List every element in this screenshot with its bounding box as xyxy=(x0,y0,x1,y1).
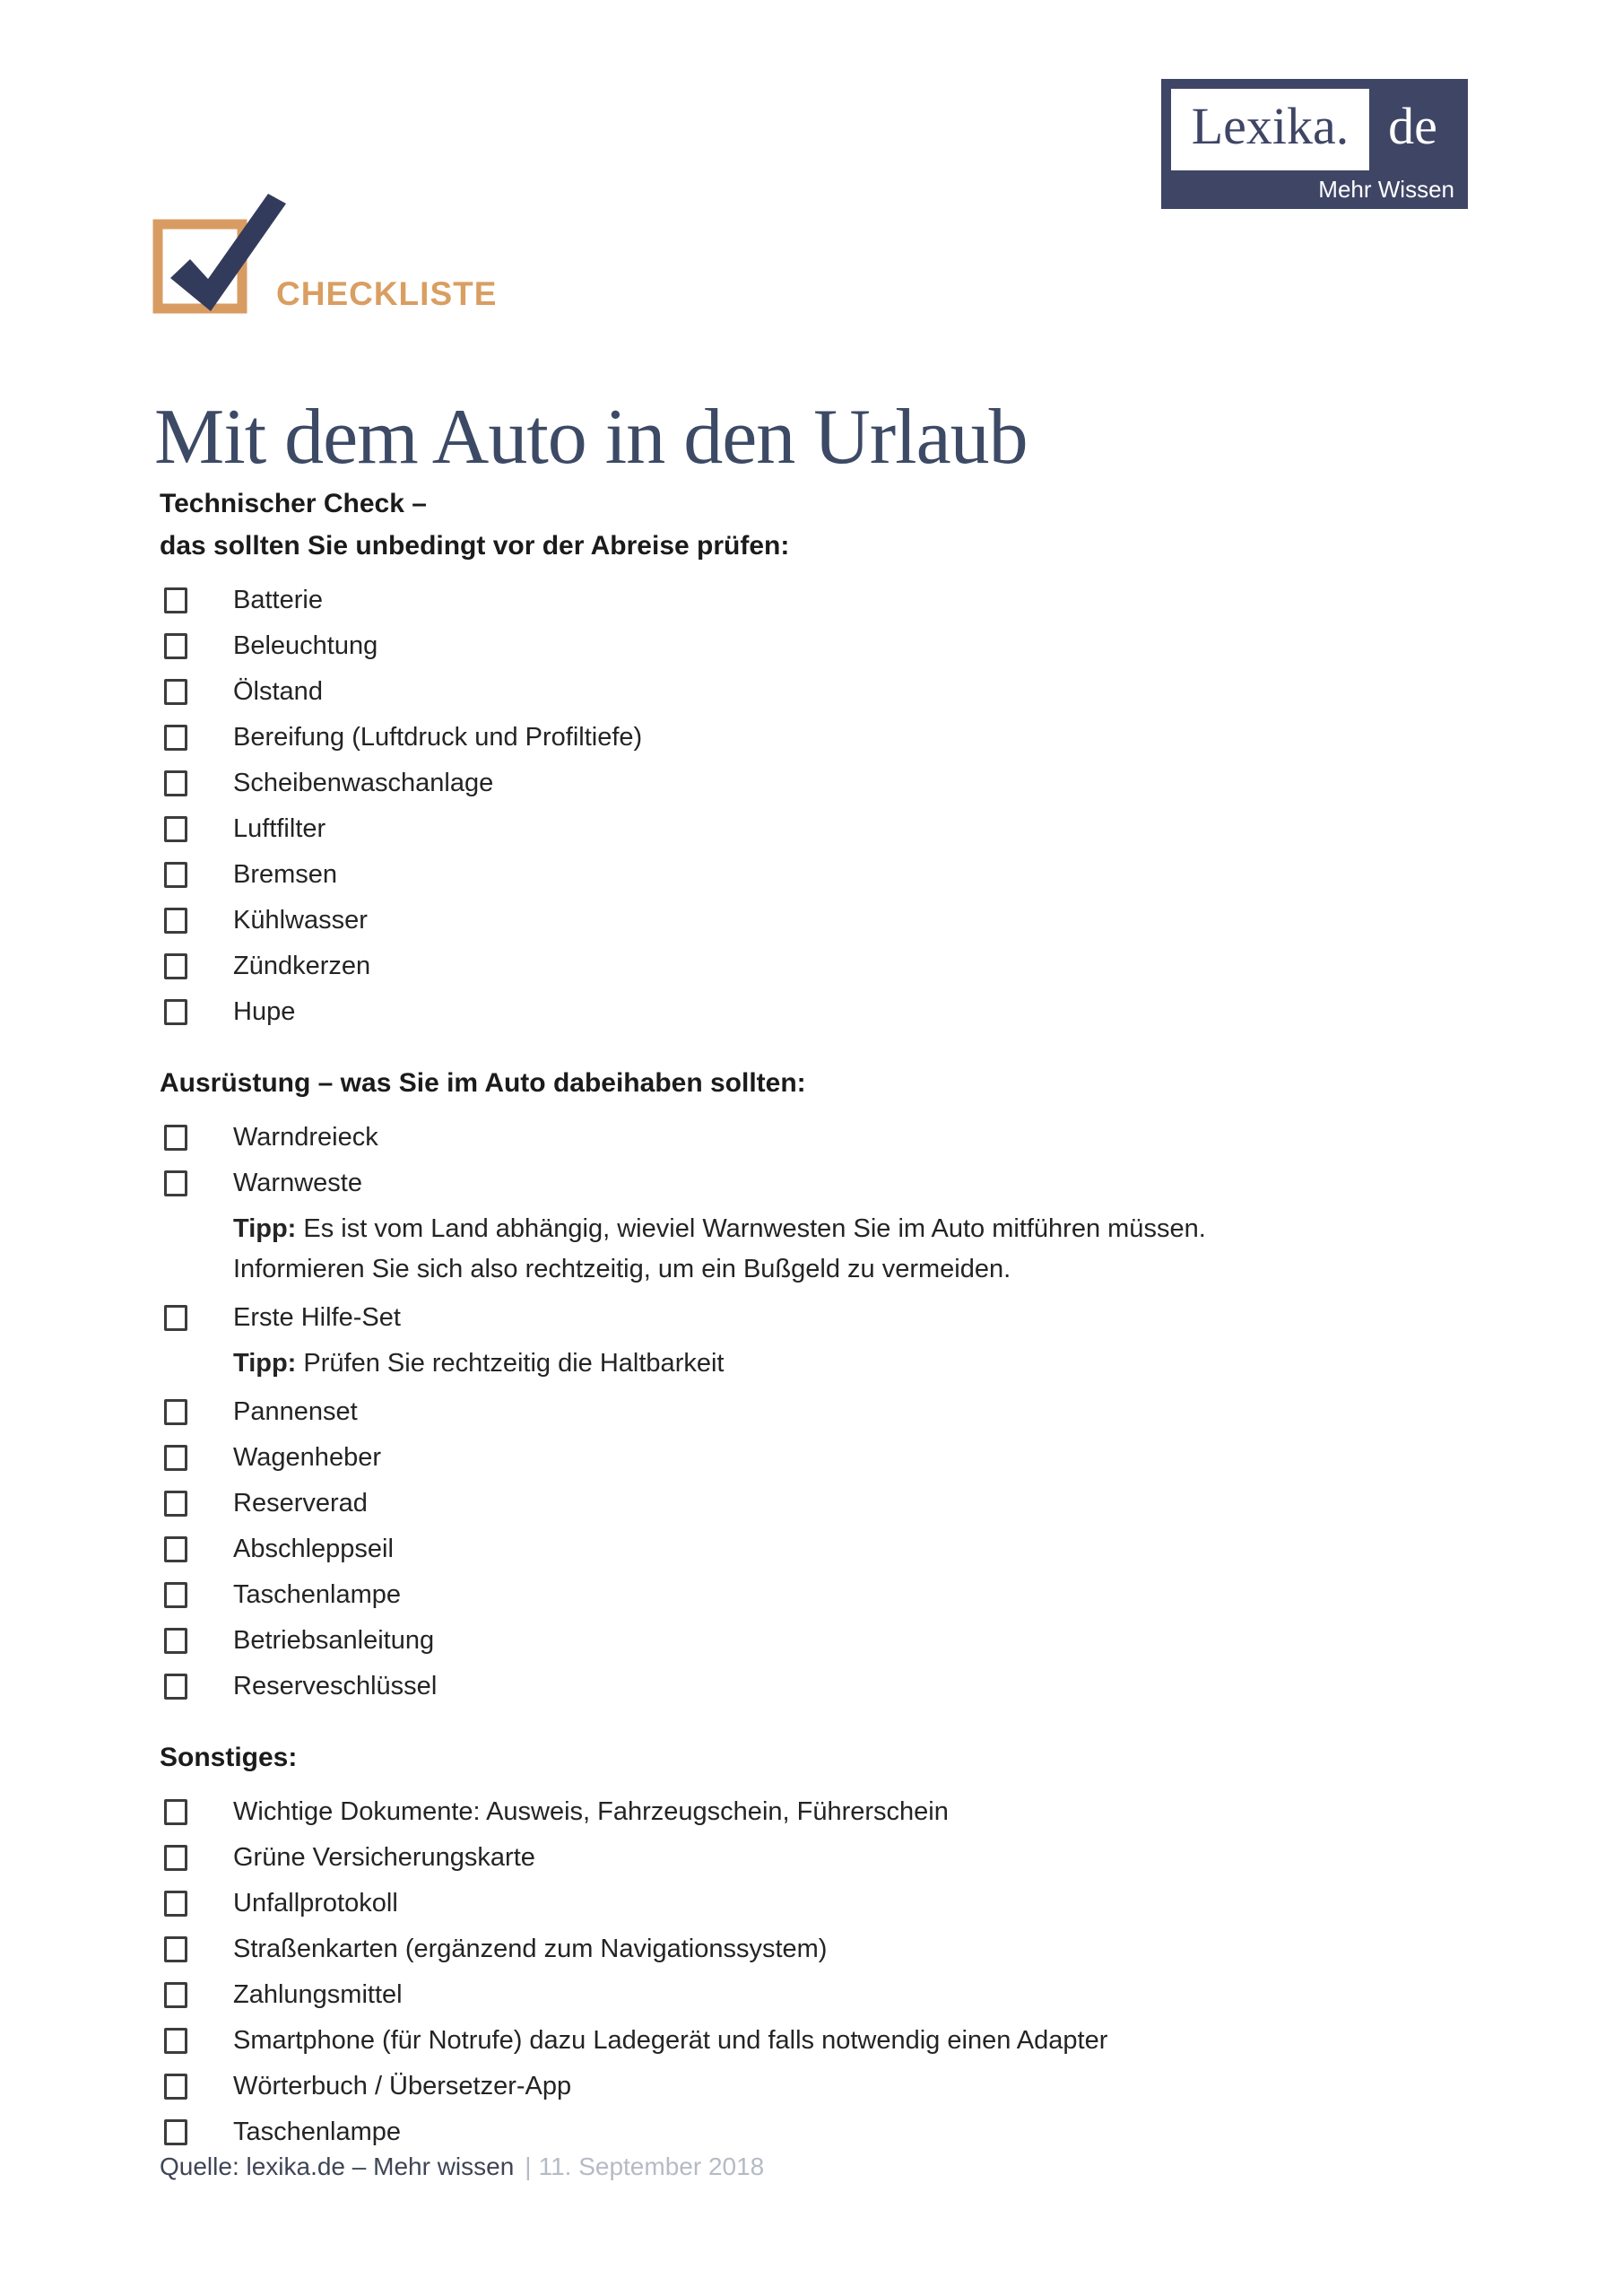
checkbox[interactable] xyxy=(164,1399,187,1425)
checkbox[interactable] xyxy=(164,908,187,934)
checklist-item xyxy=(160,806,1514,852)
checklist-item xyxy=(160,578,1514,623)
checklist-item xyxy=(160,1435,1514,1481)
tip-text: Prüfen Sie rechtzeitig die Haltbarkeit xyxy=(303,1349,725,1378)
item-label: Bremsen xyxy=(233,860,338,889)
tip-line xyxy=(233,1209,1514,1249)
checkbox[interactable] xyxy=(164,770,187,796)
checkbox[interactable] xyxy=(164,1891,187,1917)
checkbox[interactable] xyxy=(164,1674,187,1700)
checkbox[interactable] xyxy=(164,1582,187,1608)
checkbox[interactable] xyxy=(164,2074,187,2100)
item-label: Hupe xyxy=(233,997,296,1026)
checklist-item xyxy=(160,944,1514,989)
checkbox[interactable] xyxy=(164,1799,187,1825)
checklist-item xyxy=(160,1835,1514,1881)
checklist-item xyxy=(160,2064,1514,2109)
tip-label: Tipp: xyxy=(233,1349,297,1378)
checklist-item xyxy=(160,2109,1514,2155)
item-label: Wörterbuch / Übersetzer-App xyxy=(233,2072,572,2100)
checklist-content xyxy=(160,483,1514,2182)
section-heading xyxy=(160,1062,1514,1104)
checkbox[interactable] xyxy=(164,1170,187,1196)
item-label: Warnweste xyxy=(233,1169,362,1197)
checklist-item xyxy=(160,1881,1514,1926)
logo-tagline: Mehr Wissen xyxy=(1318,176,1454,203)
checkbox[interactable] xyxy=(164,1536,187,1562)
checklist-item xyxy=(160,1526,1514,1572)
checklist-item xyxy=(160,1389,1514,1435)
checkbox[interactable] xyxy=(164,587,187,613)
item-label: Zündkerzen xyxy=(233,952,371,980)
item-label: Pannenset xyxy=(233,1397,358,1426)
checkliste-label: CHECKLISTE xyxy=(276,275,498,312)
checkbox[interactable] xyxy=(164,1936,187,1962)
checkbox[interactable] xyxy=(164,2119,187,2145)
checklist-item xyxy=(160,715,1514,761)
checkbox[interactable] xyxy=(164,1491,187,1517)
checkbox[interactable] xyxy=(164,725,187,751)
section-heading xyxy=(160,1736,1514,1779)
checklist-item xyxy=(160,1789,1514,1835)
checkbox[interactable] xyxy=(164,999,187,1025)
item-label: Taschenlampe xyxy=(233,1580,401,1609)
item-label: Straßenkarten (ergänzend zum Navigationssystem) xyxy=(233,1935,828,1963)
footer-separator: | xyxy=(525,2152,532,2180)
item-label: Beleuchtung xyxy=(233,631,378,660)
checklist-item xyxy=(160,623,1514,669)
checkbox[interactable] xyxy=(164,1125,187,1151)
tip-line xyxy=(233,1344,1514,1384)
checklist-item xyxy=(160,1926,1514,1972)
section-ausruestung xyxy=(160,1062,1514,1709)
item-label: Reserverad xyxy=(233,1489,368,1518)
checkbox[interactable] xyxy=(164,1628,187,1654)
tip-note xyxy=(160,1209,1514,1290)
checklist-item xyxy=(160,1572,1514,1618)
checklist-item xyxy=(160,1972,1514,2018)
checkbox[interactable] xyxy=(164,2028,187,2054)
checklist-item xyxy=(160,669,1514,715)
section-heading xyxy=(160,483,1514,567)
checkbox[interactable] xyxy=(164,1982,187,2008)
item-label: Wagenheber xyxy=(233,1443,381,1472)
item-label: Wichtige Dokumente: Ausweis, Fahrzeugschein, Führerschein xyxy=(233,1797,949,1826)
logo-brand-text: Lexika. xyxy=(1191,97,1350,155)
item-label: Reserveschlüssel xyxy=(233,1672,438,1700)
footer-date: 11. September 2018 xyxy=(538,2152,765,2180)
item-label: Taschenlampe xyxy=(233,2118,401,2146)
item-label: Grüne Versicherungskarte xyxy=(233,1843,535,1872)
section-technischer-check xyxy=(160,483,1514,1035)
checkbox[interactable] xyxy=(164,816,187,842)
checklist-item xyxy=(160,1161,1514,1206)
tip-note xyxy=(160,1344,1514,1384)
item-label: Batterie xyxy=(233,586,323,614)
item-label: Betriebsanleitung xyxy=(233,1626,435,1655)
checklist-item xyxy=(160,1295,1514,1341)
section-heading-line1: Ausrüstung – was Sie im Auto dabeihaben sollten: xyxy=(160,1068,806,1098)
section-sonstiges xyxy=(160,1736,1514,2155)
checklist-item xyxy=(160,898,1514,944)
checklist-item xyxy=(160,1664,1514,1709)
checkbox[interactable] xyxy=(164,679,187,705)
checkbox[interactable] xyxy=(164,1845,187,1871)
checkbox[interactable] xyxy=(164,1445,187,1471)
item-label: Kühlwasser xyxy=(233,906,368,935)
section-heading-line2: das sollten Sie unbedingt vor der Abreise prüfen: xyxy=(160,531,790,561)
logo-wordmark xyxy=(1171,89,1456,170)
checkliste-badge xyxy=(151,190,653,320)
tip-text: Es ist vom Land abhängig, wieviel Warnwesten Sie im Auto mitführen müssen. xyxy=(303,1214,1206,1243)
item-label: Zahlungsmittel xyxy=(233,1980,403,2009)
footer-source: Quelle: lexika.de – Mehr wissen xyxy=(160,2152,515,2180)
item-label: Abschleppseil xyxy=(233,1535,394,1563)
checkbox[interactable] xyxy=(164,633,187,659)
item-label: Erste Hilfe-Set xyxy=(233,1303,401,1332)
logo-tld-text: de xyxy=(1369,89,1456,170)
checklist-item xyxy=(160,1115,1514,1161)
checklist-item xyxy=(160,1481,1514,1526)
checklist-item xyxy=(160,989,1514,1035)
section-heading-line1: Sonstiges: xyxy=(160,1743,298,1772)
checklist-item xyxy=(160,2018,1514,2064)
item-label: Ölstand xyxy=(233,677,323,706)
item-label: Scheibenwaschanlage xyxy=(233,769,494,797)
lexika-logo xyxy=(1161,79,1468,209)
checklist-item xyxy=(160,852,1514,898)
page-title: Mit dem Auto in den Urlaub xyxy=(154,393,1028,481)
item-label: Warndreieck xyxy=(233,1123,378,1152)
checkbox[interactable] xyxy=(164,953,187,979)
checkbox[interactable] xyxy=(164,1305,187,1331)
item-label: Luftfilter xyxy=(233,814,326,843)
item-label: Unfallprotokoll xyxy=(233,1889,398,1918)
checklist-item xyxy=(160,761,1514,806)
tip-label: Tipp: xyxy=(233,1214,297,1243)
item-label: Bereifung (Luftdruck und Profiltiefe) xyxy=(233,723,643,752)
section-heading-line1: Technischer Check – xyxy=(160,489,427,518)
footer xyxy=(160,2152,764,2181)
tip-text: Informieren Sie sich also rechtzeitig, um ein Bußgeld zu vermeiden. xyxy=(233,1255,1011,1283)
item-label: Smartphone (für Notrufe) dazu Ladegerät und falls notwendig einen Adapter xyxy=(233,2026,1108,2055)
checklist-item xyxy=(160,1618,1514,1664)
checkbox[interactable] xyxy=(164,862,187,888)
